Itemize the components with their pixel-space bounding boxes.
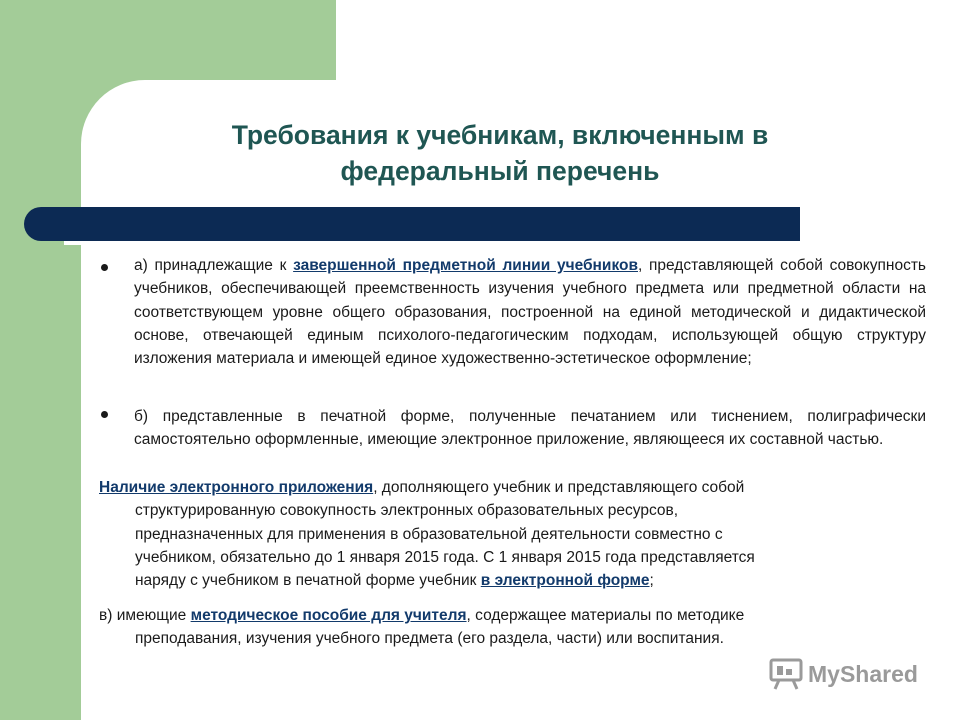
watermark-text: MyShared: [808, 660, 918, 687]
electronic-line-4: учебником, обязательно до 1 января 2015 года. С 1 января 2015 года представляется: [135, 548, 755, 566]
item-c: [99, 604, 926, 651]
title-line-1: Требования к учебникам, включенным в: [231, 120, 769, 150]
watermark: [768, 657, 918, 691]
electronic-line-3: предназначенных для применения в образовательной деятельности совместно с: [135, 525, 723, 543]
header-divider-bar: [24, 207, 800, 241]
electronic-line-5-end: ;: [649, 572, 654, 590]
teacher-manual-link[interactable]: методическое пособие для учителя: [190, 607, 467, 624]
title-line-2: федеральный перечень: [340, 156, 660, 186]
electronic-line-1: , дополняющего учебник и представляющего собой: [373, 479, 745, 496]
presentation-board-icon: [768, 657, 804, 691]
item-a: [134, 254, 926, 370]
bullet-icon: [101, 411, 108, 418]
item-c-prefix: в) имеющие: [99, 607, 191, 624]
item-a-prefix: а) принадлежащие к: [134, 257, 294, 274]
divider-underline-gap: [64, 241, 800, 245]
finished-line-link[interactable]: завершенной предметной линии учебников: [293, 257, 638, 274]
item-a-text: , представляющей собой совокупность учебников, обеспечивающей преемственность изучения учебного предмета или предметной области на соответствующем уровне общего образования, построенной на единой методической и дидактической основе, отвечающей единым психолого-педагогическим подходам, использующей общую структуру изложения материала и имеющей единое художественно-эстетическое оформление;: [134, 257, 926, 368]
electronic-line-2: структурированную совокупность электронных образовательных ресурсов,: [135, 502, 679, 520]
electronic-line-5: наряду с учебником в печатной форме учебник: [135, 572, 481, 590]
page-title: [100, 117, 900, 189]
electronic-appendix-link[interactable]: Наличие электронного приложения: [99, 479, 374, 496]
bullet-icon: [101, 264, 108, 271]
item-b: б) представленные в печатной форме, полученные печатанием или тиснением, полиграфически самостоятельно оформленные, имеющие электронное приложение, являющееся их составной частью.: [134, 408, 926, 449]
item-c-text-2: преподавания, изучения учебного предмета (его раздела, части) или воспитания.: [135, 630, 724, 648]
electronic-form-link[interactable]: в электронной форме: [480, 572, 650, 590]
electronic-appendix-paragraph: [99, 476, 899, 592]
item-c-text-1: , содержащее материалы по методике: [466, 607, 745, 624]
